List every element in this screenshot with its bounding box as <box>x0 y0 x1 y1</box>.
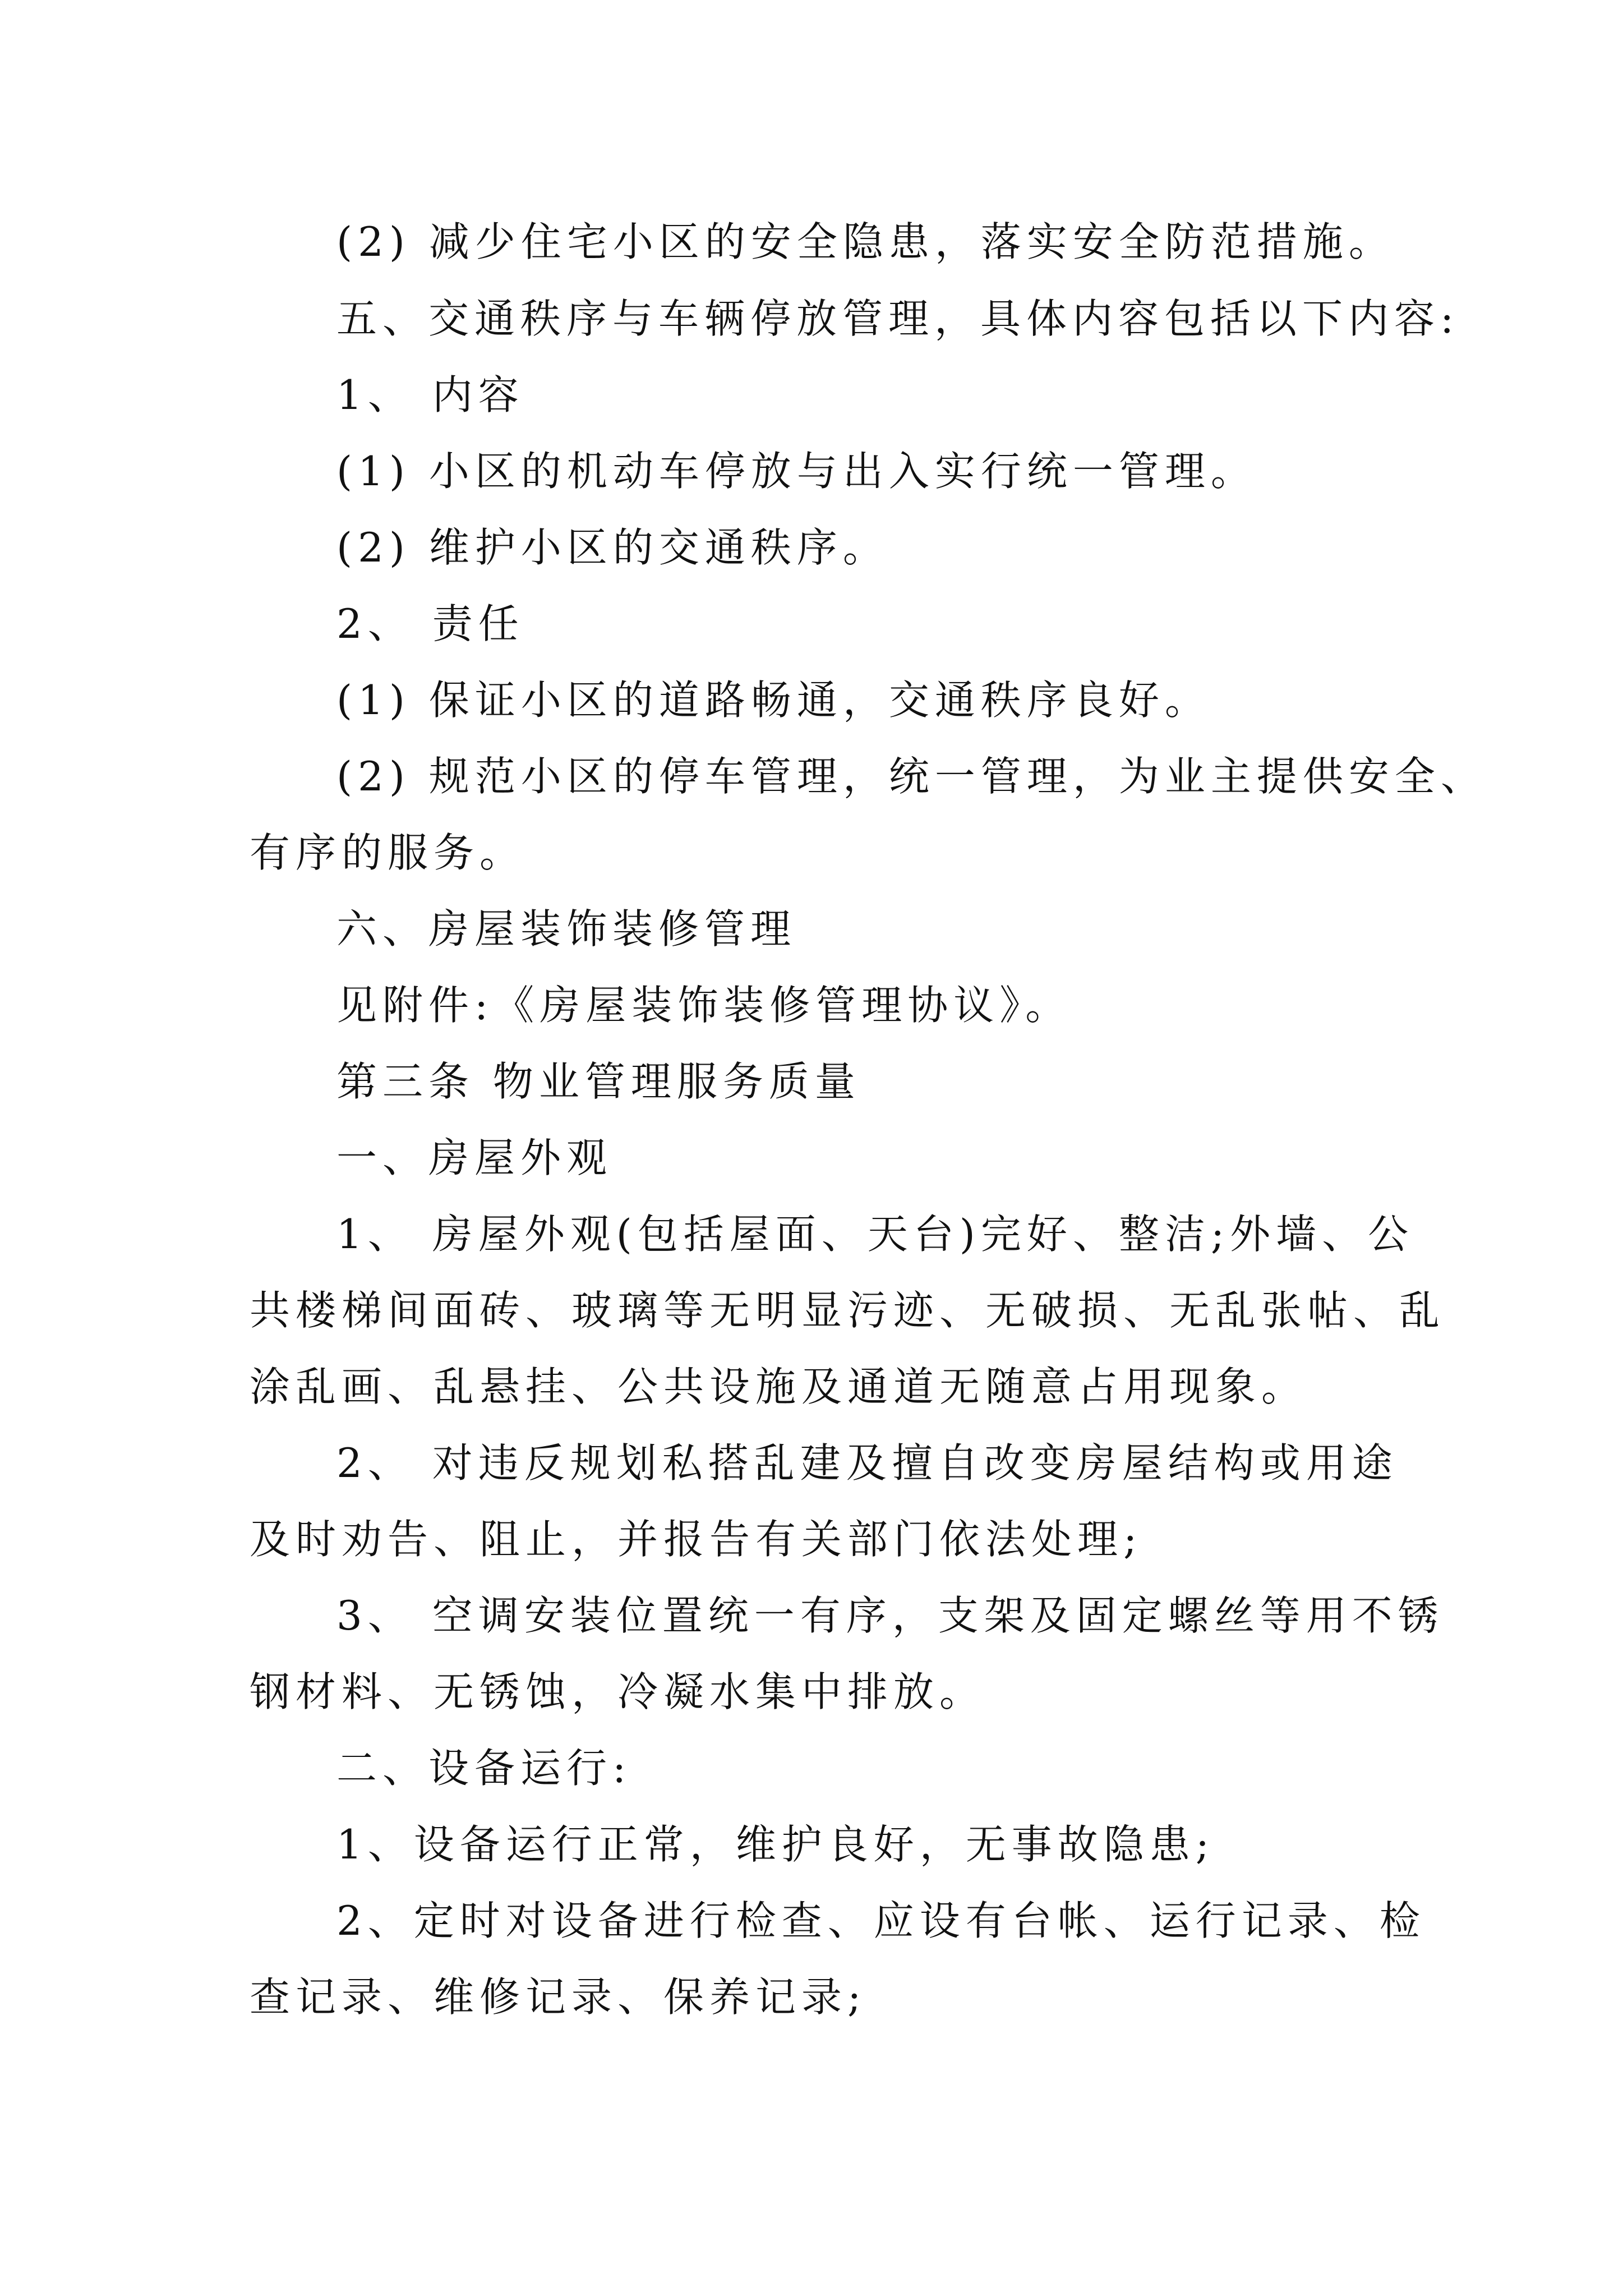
paragraph-line: 1、 房屋外观(包括屋面、天台)完好、整洁;外墙、公 <box>336 1211 1414 1258</box>
paragraph-line: 2、 对违反规划私搭乱建及擅自改变房屋结构或用途 <box>336 1439 1398 1487</box>
paragraph-line: 有序的服务。 <box>250 829 526 876</box>
paragraph-line: 2、定时对设备进行检查、应设有台帐、运行记录、检 <box>336 1897 1426 1944</box>
paragraph-line: 钢材料、无锈蚀，冷凝水集中排放。 <box>250 1668 986 1715</box>
paragraph-line: 涂乱画、乱悬挂、公共设施及通道无随意占用现象。 <box>250 1363 1308 1410</box>
paragraph-line: 1、 内容 <box>336 371 524 418</box>
paragraph-line: 2、 责任 <box>336 600 524 647</box>
paragraph-line: 1、设备运行正常，维护良好，无事故隐患; <box>336 1821 1215 1868</box>
paragraph-line: 3、 空调安装位置统一有序，支架及固定螺丝等用不锈 <box>336 1592 1444 1639</box>
paragraph-line: 及时劝告、阻止，并报告有关部门依法处理; <box>250 1516 1143 1563</box>
article-heading: 第三条 物业管理服务质量 <box>336 1058 861 1105</box>
paragraph-line: 见附件:《房屋装饰装修管理协议》。 <box>336 982 1072 1029</box>
paragraph-line: 查记录、维修记录、保养记录; <box>250 1973 867 2021</box>
paragraph-line: (2) 减少住宅小区的安全隐患，落实安全防范措施。 <box>336 218 1395 265</box>
paragraph-line: (1) 保证小区的道路畅通，交通秩序良好。 <box>336 677 1211 724</box>
section-heading: 二、设备运行: <box>336 1745 632 1792</box>
paragraph-line: (2) 维护小区的交通秩序。 <box>336 524 889 571</box>
paragraph-line: 共楼梯间面砖、玻璃等无明显污迹、无破损、无乱张帖、乱 <box>250 1287 1446 1334</box>
section-heading: 一、房屋外观 <box>336 1134 613 1181</box>
paragraph-line: (2) 规范小区的停车管理，统一管理，为业主提供安全、 <box>336 753 1487 800</box>
paragraph-line: (1) 小区的机动车停放与出入实行统一管理。 <box>336 448 1257 495</box>
paragraph-line: 五、交通秩序与车辆停放管理，具体内容包括以下内容: <box>336 295 1460 342</box>
section-heading: 六、房屋装饰装修管理 <box>336 905 797 953</box>
